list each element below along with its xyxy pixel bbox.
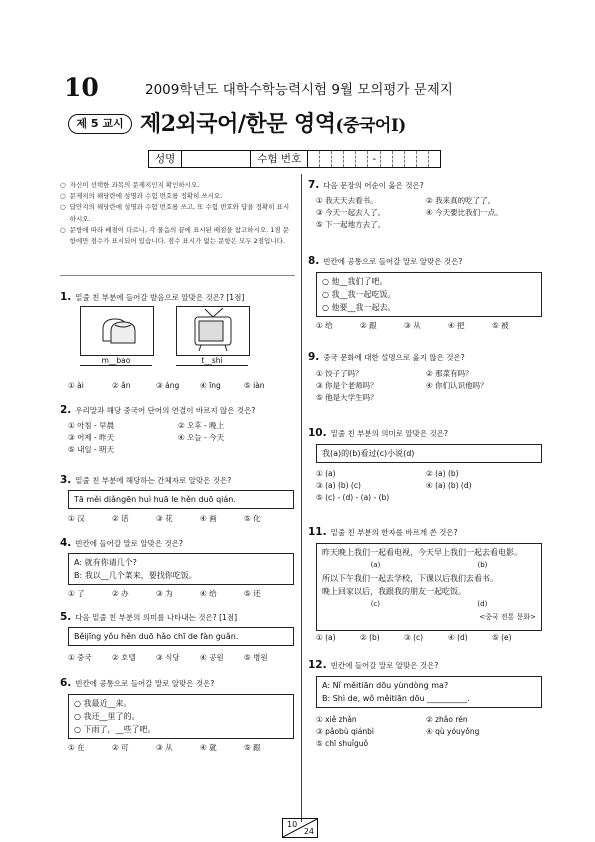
name-label: 성명 — [149, 151, 182, 167]
subject-sub: (중국어Ⅰ) — [335, 116, 406, 136]
option[interactable]: ④ qù yóuyǒng — [426, 727, 480, 736]
option[interactable]: ⑤ (e) — [492, 633, 512, 642]
option[interactable]: ④ 오늘 - 今天 — [178, 433, 225, 442]
option[interactable]: ④ 就 — [200, 743, 217, 752]
question-8: 8. 빈칸에 공통으로 들어갈 말로 알맞은 것은? — [308, 255, 463, 267]
q3-box: Tā měi diǎngēn huì huā le hěn duō qián. — [68, 490, 294, 509]
option[interactable]: ⑤ 化 — [244, 514, 261, 523]
option[interactable]: ③ 你是个老师吗？ — [316, 381, 378, 390]
q6-options — [68, 742, 288, 754]
q10-box: 我(a)的(b)看过(c)小说(d) — [316, 444, 542, 463]
option[interactable]: ④ 画 — [200, 514, 217, 523]
option[interactable]: ③ 花 — [156, 514, 173, 523]
bread-image — [80, 306, 154, 356]
option[interactable]: ⑤ 他是大学生吗？ — [316, 393, 378, 402]
exam-title: 2009학년도 대학수학능력시험 9월 모의평가 문제지 — [145, 82, 453, 98]
option[interactable]: ③ (c) — [404, 633, 424, 642]
option[interactable]: ② 办 — [112, 589, 129, 598]
question-11: 11. 밑줄 친 부분의 한자를 바르게 쓴 것은? — [308, 526, 458, 538]
option[interactable]: ④ īng — [200, 381, 221, 390]
option[interactable]: ② 호텔 — [112, 653, 136, 662]
option[interactable]: ⑤ 被 — [492, 321, 509, 330]
option[interactable]: ⑤ chī shuǐguǒ — [316, 739, 369, 748]
question-10: 10. 밑줄 친 부분의 의미로 알맞은 것은? — [308, 427, 448, 439]
q12-options — [316, 714, 536, 750]
question-5: 5. 다음 밑줄 친 부분의 의미를 나타내는 것은? [1점] — [60, 611, 237, 623]
q1-caption-1: m__bao — [80, 356, 152, 366]
instruction-item: ○ 답안지의 해당란에 성명과 수험 번호를 쓰고, 또 수험 번호와 답을 정확히 표시하시오. — [60, 203, 290, 223]
exam-digit-2[interactable] — [320, 151, 332, 167]
option[interactable]: ① (a) — [316, 633, 336, 642]
option[interactable]: ① 饺子了吗？ — [316, 369, 363, 378]
q11-source: <중국 전통 문화> — [479, 613, 536, 621]
option[interactable]: ② 오후 - 晚上 — [178, 421, 225, 430]
exam-digit-6[interactable] — [381, 151, 393, 167]
name-exam-number-bar — [148, 150, 441, 168]
q7-options — [316, 195, 536, 231]
exam-digit-4[interactable] — [344, 151, 356, 167]
page-number: 10 — [64, 73, 99, 102]
option[interactable]: ① 중국 — [68, 653, 92, 662]
q11-options — [316, 632, 536, 644]
question-6: 6. 빈칸에 공통으로 들어갈 말로 알맞은 것은? — [60, 677, 215, 689]
exam-digit-9[interactable] — [417, 151, 429, 167]
exam-digit-8[interactable] — [405, 151, 417, 167]
option[interactable]: ① 在 — [68, 743, 85, 752]
question-4: 4. 빈칸에 들어갈 말로 알맞은 것은? — [60, 537, 183, 549]
exam-digit-10[interactable] — [429, 151, 440, 167]
exam-digit-3[interactable] — [332, 151, 344, 167]
option[interactable]: ⑤ 병원 — [244, 653, 268, 662]
question-2: 2. 우리말과 해당 중국어 단어의 연결이 바르지 않은 것은? — [60, 404, 256, 416]
session-badge: 제 5 교시 — [68, 114, 132, 134]
option[interactable]: ② 可 — [112, 743, 129, 752]
option[interactable]: ① 汉 — [68, 514, 85, 523]
option[interactable]: ① xiě zhǎn — [316, 715, 357, 724]
option[interactable]: ④ 你们认识他吗？ — [426, 381, 488, 390]
option[interactable]: ④ 공원 — [200, 653, 224, 662]
option[interactable]: ③ (a) (b) (c) — [316, 481, 361, 490]
option[interactable]: ③ 今天一起去人了。 — [316, 208, 386, 217]
option[interactable]: ② (a) (b) — [426, 469, 459, 478]
option[interactable]: ④ (d) — [448, 633, 468, 642]
instruction-item: ○ 자신이 선택한 과목의 문제지인지 확인하시오. — [60, 181, 200, 189]
q6-box: ○ 我最近__来。 ○ 我还__里了的。 ○ 下雨了，__些了吧。 — [68, 694, 294, 739]
instruction-item: ○ 문제지의 해당란에 성명과 수험 번호를 정확히 쓰시오. — [60, 192, 223, 201]
option[interactable]: ① (a) — [316, 469, 336, 478]
option[interactable]: ② 话 — [112, 514, 129, 523]
option[interactable]: ④ 今天要比我们一点。 — [426, 208, 503, 217]
notes-divider — [60, 275, 295, 276]
option[interactable]: ② zhǎo rén — [426, 715, 468, 724]
exam-number-dash: - — [368, 151, 381, 167]
name-field[interactable] — [182, 151, 251, 167]
option[interactable]: ④ 把 — [448, 321, 465, 330]
option[interactable]: ④ 给 — [200, 589, 217, 598]
q9-options — [316, 368, 536, 404]
q11-box: 昨天晚上我们一起看电视，今天早上我们一起去看电影。 (a) (b) 所以下午我们一起去学校，下课以后我们去看书。 晚上回家以后，我跟我的朋友一起吃饭。 (c) (d) <중국 전통 문화> — [316, 543, 542, 631]
q5-box: Běijīng yǒu hěn duō hǎo chī de fàn guǎn. — [68, 627, 294, 646]
option[interactable]: ③ pǎobù qiánbì — [316, 727, 374, 736]
question-9: 9. 중국 문화에 대한 설명으로 옳지 않은 것은? — [308, 351, 465, 363]
option[interactable]: ② 那菜有吗？ — [426, 369, 473, 378]
exam-number-label: 수험 번호 — [251, 151, 308, 167]
q4-box: A: 就有你请几个? B: 我以__几个菜来，要找你吃饭。 — [68, 553, 294, 585]
question-7: 7. 다음 문장의 어순이 옳은 것은? — [308, 179, 424, 191]
option[interactable]: ⑤ iàn — [244, 381, 265, 390]
option[interactable]: ① 아침 - 早晨 — [68, 421, 115, 430]
exam-digit-1[interactable] — [308, 151, 320, 167]
option[interactable]: ⑤ 下一起地方去了。 — [316, 220, 386, 229]
exam-digit-7[interactable] — [393, 151, 405, 167]
instructions — [60, 180, 292, 247]
current-page: 10 — [287, 820, 298, 829]
option[interactable]: ② ǎn — [112, 381, 131, 390]
q1-options — [68, 380, 288, 392]
column-divider — [301, 174, 302, 822]
q4-options — [68, 588, 288, 600]
q8-options — [316, 320, 536, 332]
tv-image — [176, 306, 250, 356]
q12-box: A: Nǐ měitiān dōu yùndòng ma? B: Shì de, wǒ měitiān dōu __________. — [316, 676, 542, 708]
question-3: 3. 밑줄 친 부분에 해당하는 간체자로 알맞은 것은? — [60, 474, 232, 486]
exam-digit-5[interactable] — [356, 151, 368, 167]
option[interactable]: ③ 어제 - 昨天 — [68, 433, 115, 442]
q3-options — [68, 513, 288, 525]
option[interactable]: ③ áng — [156, 381, 180, 390]
instruction-item: ○ 문항에 따라 배점이 다르니, 각 물음의 끝에 표시된 배점을 참고하시오. 1점 문항에만 점수가 표시되어 있습니다. 점수 표시가 없는 문항은 모두 2점입니다. — [60, 225, 290, 246]
option[interactable]: ① ài — [68, 381, 84, 390]
option[interactable]: ⑤ 跟 — [244, 743, 261, 752]
option[interactable]: ④ (a) (b) (d) — [426, 481, 472, 490]
q1-image-tv — [176, 306, 250, 366]
option[interactable]: ③ 从 — [404, 321, 421, 330]
q1-caption-2: t__shì — [176, 356, 248, 366]
page-indicator — [282, 818, 318, 838]
q1-image-bread — [80, 306, 154, 366]
question-12: 12. 빈칸에 들어갈 말로 알맞은 것은? — [308, 659, 439, 671]
total-pages: 24 — [303, 827, 314, 836]
option[interactable]: ③ 식당 — [156, 653, 180, 662]
option[interactable]: ① 给 — [316, 321, 333, 330]
q10-options — [316, 468, 536, 504]
q8-box: ○ 他__我们了吧。 ○ 我__我一起吃饭。 ○ 他要__我一起去。 — [316, 272, 542, 317]
option[interactable]: ⑤ 还 — [244, 589, 261, 598]
option[interactable]: ② 我来真的吃了了。 — [426, 196, 496, 205]
option[interactable]: ① 了 — [68, 589, 85, 598]
option[interactable]: ③ 从 — [156, 743, 173, 752]
subject-title — [140, 107, 406, 138]
option[interactable]: ③ 为 — [156, 589, 173, 598]
q5-options — [68, 652, 288, 664]
question-1: 1. 밑줄 친 부분에 들어갈 발음으로 알맞은 것은? [1점] — [60, 291, 245, 303]
option[interactable]: ② 跟 — [360, 321, 377, 330]
option[interactable]: ⑤ 내일 - 明天 — [68, 445, 115, 454]
q2-options — [68, 420, 288, 456]
option[interactable]: ⑤ (c) - (d) - (a) - (b) — [316, 493, 390, 502]
option[interactable]: ② (b) — [360, 633, 380, 642]
option[interactable]: ① 我天天去看书。 — [316, 196, 378, 205]
subject-main: 제2외국어/한문 영역 — [140, 111, 336, 137]
